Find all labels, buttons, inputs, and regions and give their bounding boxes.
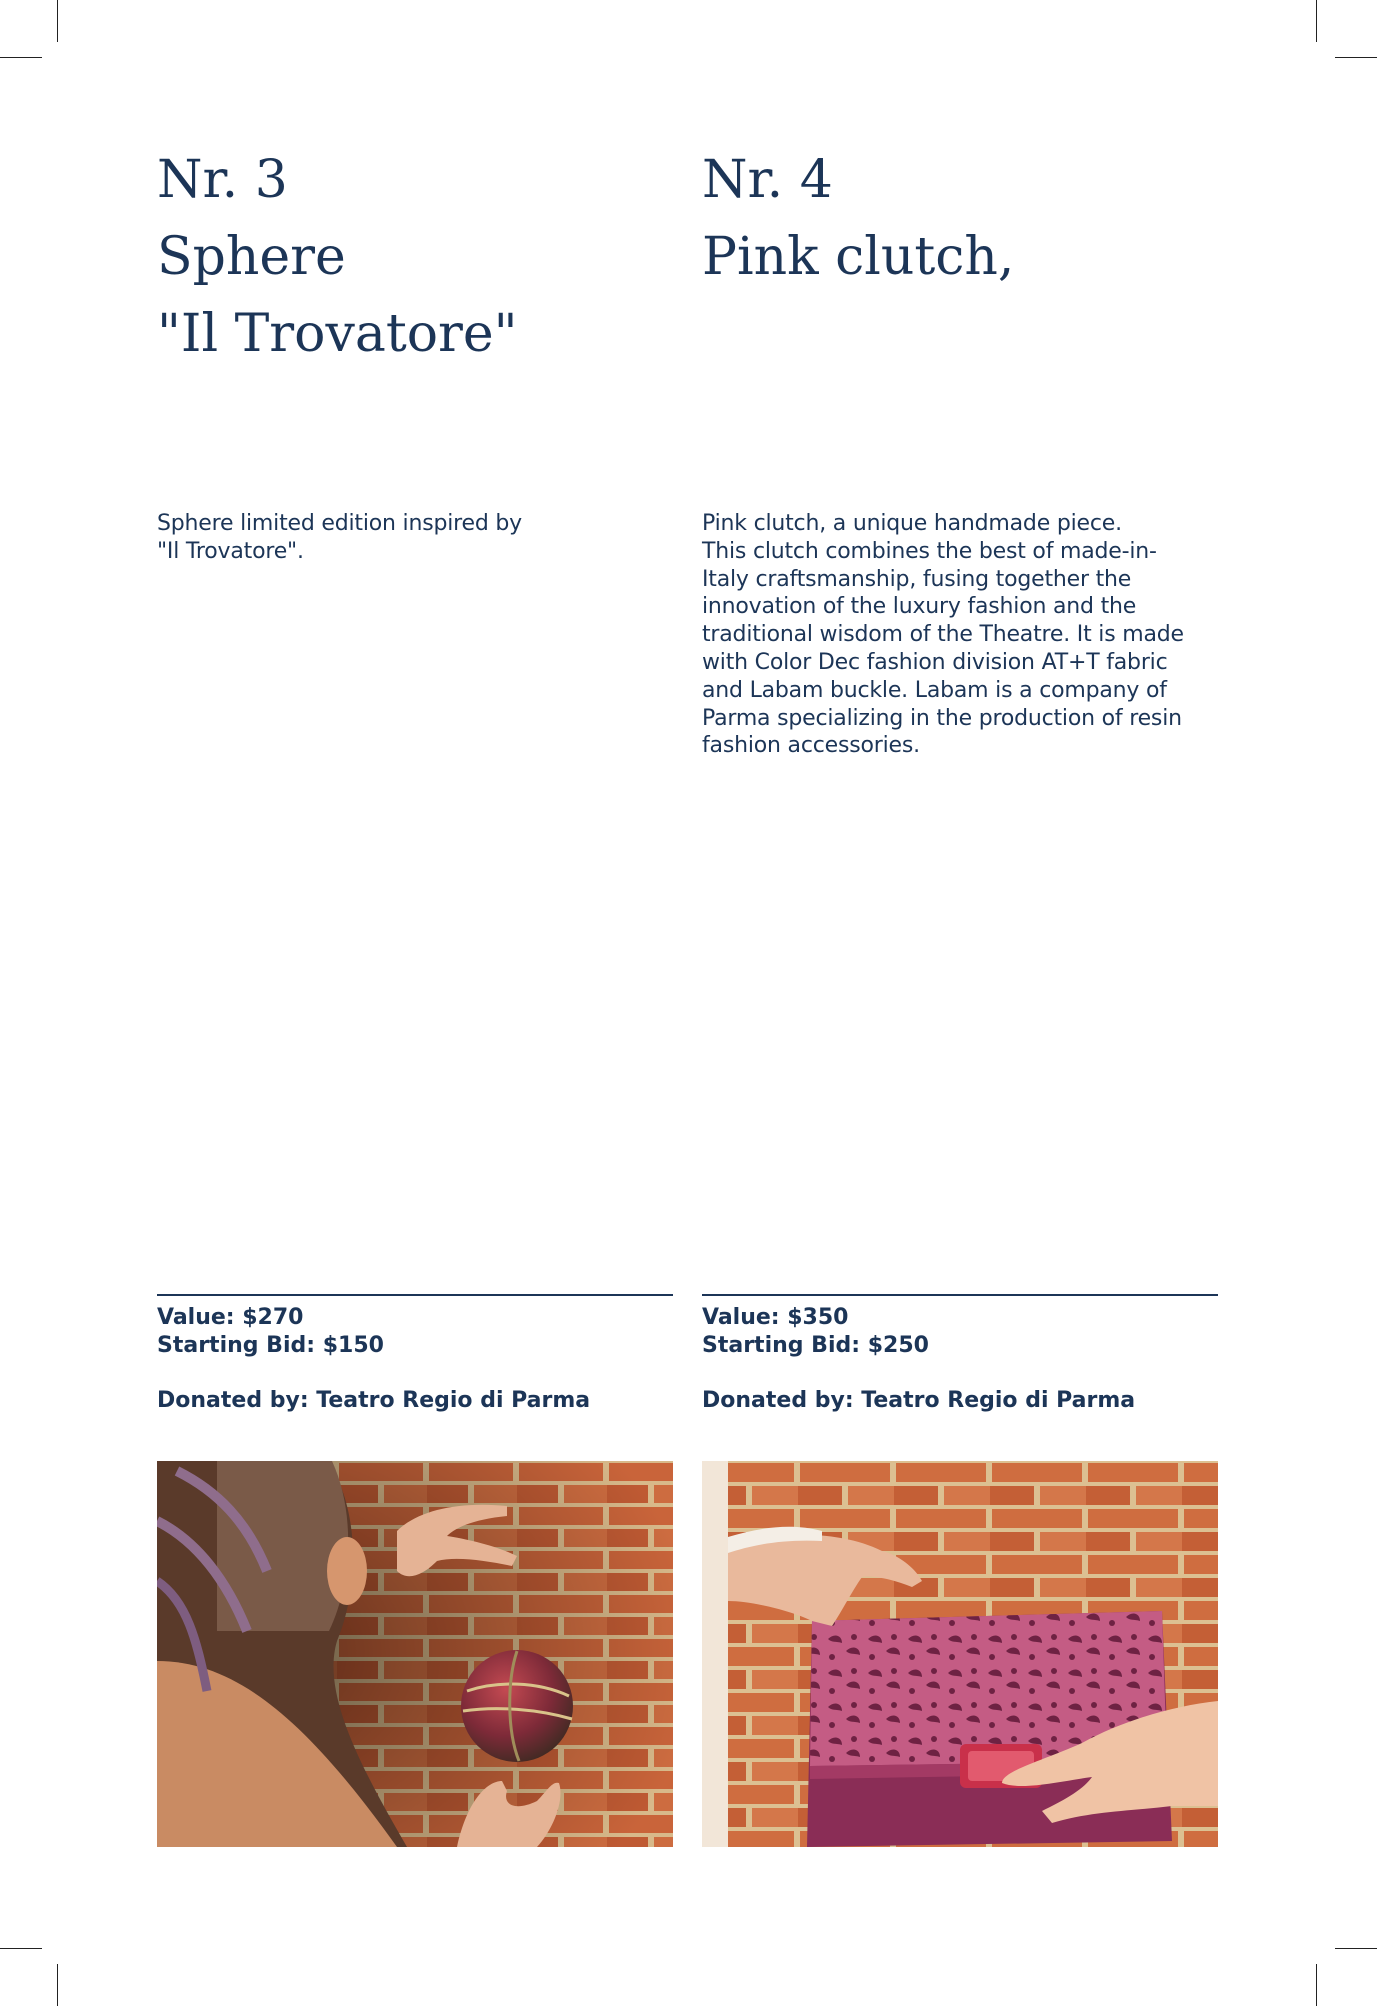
description-line: fashion accessories. — [702, 733, 920, 759]
crop-mark-top-left-h — [0, 57, 42, 58]
item-title — [157, 142, 673, 373]
item-donor: Donated by: Teatro Regio di Parma — [157, 1388, 591, 1413]
sphere-photo — [157, 1461, 673, 1847]
description-line: Pink clutch, a unique handmade piece. — [702, 511, 1122, 536]
description-line: and Labam buckle. Labam is a company of — [702, 677, 1167, 703]
description-line: This clutch combines the best of made-in- — [702, 538, 1157, 564]
description-line: innovation of the luxury fashion and the — [702, 594, 1137, 620]
item-description — [702, 510, 1218, 760]
item-title-line: Pink clutch, — [702, 227, 1015, 287]
item-title — [702, 142, 1218, 296]
crop-mark-bottom-right-v — [1316, 1964, 1317, 2006]
description-line: Parma specializing in the production of resin — [702, 705, 1182, 731]
item-starting-bid: Starting Bid: $150 — [157, 1333, 384, 1358]
clutch-photo — [702, 1461, 1218, 1847]
item-value: Value: $270 — [157, 1305, 304, 1330]
item-donor: Donated by: Teatro Regio di Parma — [702, 1388, 1136, 1413]
crop-mark-top-right-h — [1335, 57, 1377, 58]
crop-mark-bottom-left-h — [0, 1948, 42, 1949]
auction-item-3 — [157, 0, 673, 2006]
divider — [157, 1294, 673, 1296]
item-title-line: Sphere — [157, 227, 346, 287]
item-pricing — [157, 1304, 673, 1415]
item-value: Value: $350 — [702, 1305, 849, 1330]
description-line: Sphere limited edition inspired by — [157, 511, 522, 536]
crop-mark-top-left-v — [57, 0, 58, 42]
description-line: Italy craftsmanship, fusing together the — [702, 566, 1132, 592]
crop-mark-bottom-right-h — [1335, 1948, 1377, 1949]
item-pricing — [702, 1304, 1218, 1415]
crop-mark-top-right-v — [1316, 0, 1317, 42]
item-number: Nr. 4 — [702, 150, 833, 210]
item-description — [157, 510, 673, 566]
item-starting-bid: Starting Bid: $250 — [702, 1333, 929, 1358]
description-line: with Color Dec fashion division AT+T fabric — [702, 649, 1168, 675]
divider — [702, 1294, 1218, 1296]
item-number: Nr. 3 — [157, 150, 288, 210]
crop-mark-bottom-left-v — [57, 1964, 58, 2006]
auction-item-4 — [702, 0, 1218, 2006]
description-line: traditional wisdom of the Theatre. It is made — [702, 622, 1184, 648]
description-line: "Il Trovatore". — [157, 538, 304, 564]
item-title-line: "Il Trovatore" — [157, 304, 518, 364]
